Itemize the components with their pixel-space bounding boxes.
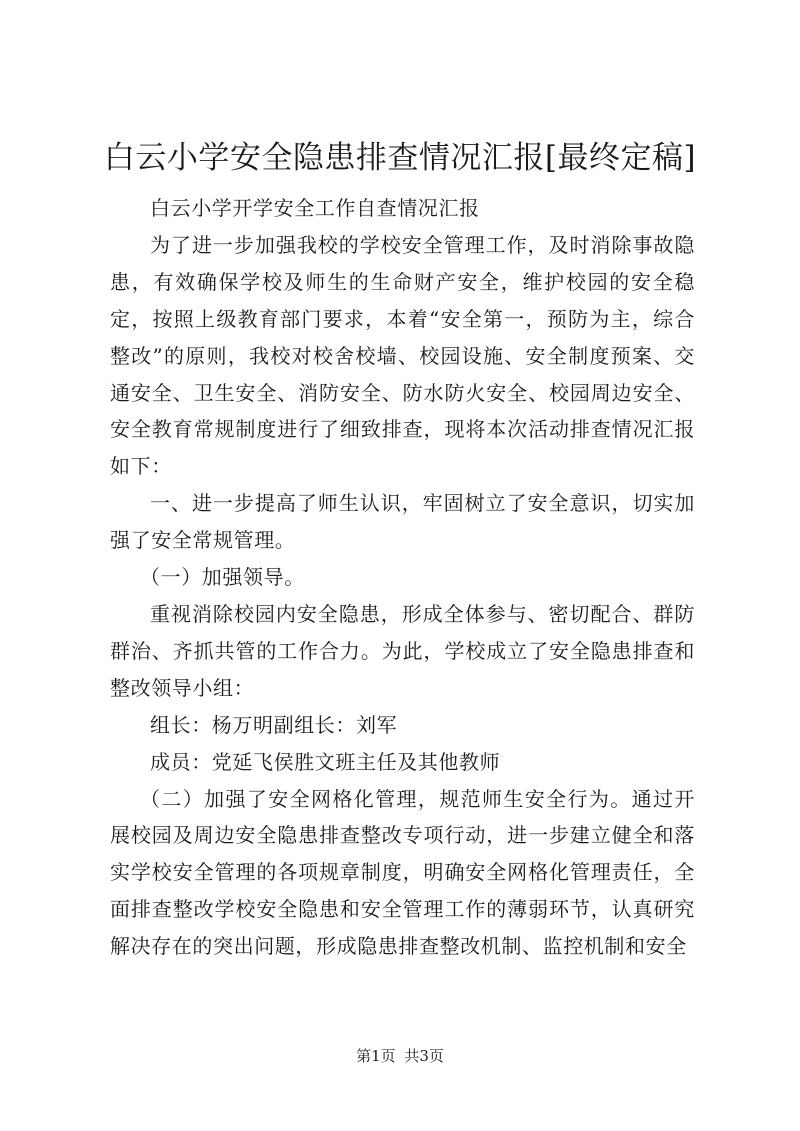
intro-paragraph: 为了进一步加强我校的学校安全管理工作，及时消除事故隐患，有效确保学校及师生的生命财产安全，维护校园的安全稳定，按照上级教育部门要求，本着“安全第一，预防为主，综合整改”的原则，我校对校舍校墙、校园设施、安全制度预案、交通安全、卫生安全、消防安全、防水防火安全、校园周边安全、安全教育常规制度进行了细致排查，现将本次活动排查情况汇报如下： (110, 232, 695, 479)
subsection-heading-2-paragraph: （二）加强了安全网格化管理，规范师生安全行为。通过开展校园及周边安全隐患排查整改专项行动，进一步建立健全和落实学校安全管理的各项规章制度，明确安全网格化管理责任，全面排查整改学校安全隐患和安全管理工作的薄弱环节，认真研究解决存在的突出问题，形成隐患排查整改机制、监控机制和安全 (110, 786, 695, 959)
subsection-heading-1: （一）加强领导。 (140, 565, 305, 590)
page-number: 第1页 (356, 1047, 396, 1065)
leadership-paragraph: 重视消除校园内安全隐患，形成全体参与、密切配合、群防群治、齐抓共管的工作合力。为此，学校成立了安全隐患排查和整改领导小组： (110, 601, 695, 700)
page-footer (0, 1046, 800, 1066)
document-body (110, 190, 695, 965)
team-members-line: 成员：党延飞侯胜文班主任及其他教师 (150, 749, 501, 774)
team-leader-line: 组长：杨万明副组长：刘军 (150, 712, 398, 737)
section-heading-1: 一、进一步提高了师生认识，牢固树立了安全意识，切实加强了安全常规管理。 (110, 491, 695, 553)
page-total: 共3页 (404, 1047, 444, 1065)
subtitle-paragraph: 白云小学开学安全工作自查情况汇报 (150, 196, 480, 220)
document-title: 白云小学安全隐患排查情况汇报[最终定稿] (103, 140, 697, 176)
